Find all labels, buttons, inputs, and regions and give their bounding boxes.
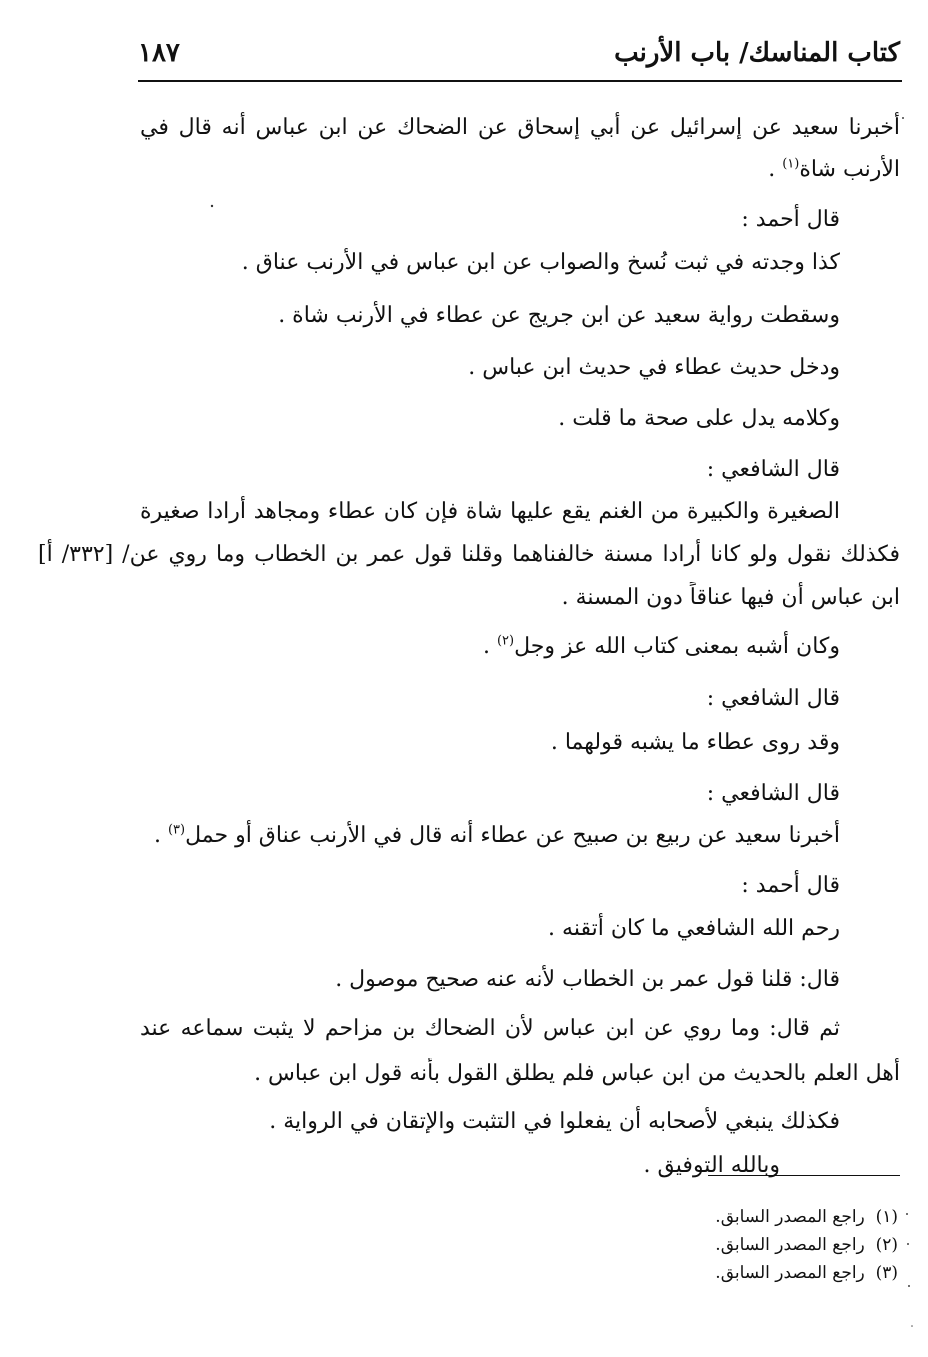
- footnote-text: راجع المصدر السابق.: [715, 1263, 865, 1283]
- text-line: وكلامه يدل على صحة ما قلت .: [558, 406, 840, 431]
- footnote-text: راجع المصدر السابق.: [715, 1235, 865, 1255]
- scan-speck: [908, 1285, 910, 1287]
- text-line: وبالله التوفيق .: [643, 1153, 780, 1178]
- scan-speck: [902, 117, 904, 119]
- scan-speck: [907, 1243, 909, 1245]
- section-heading: قال الشافعي :: [706, 457, 840, 482]
- text-segment: .: [153, 823, 168, 848]
- text-segment: .: [482, 634, 497, 659]
- section-heading: قال أحمد :: [741, 873, 840, 898]
- text-line: كذا وجدته في ثبت نُسخ والصواب عن ابن عباس في الأرنب عناق .: [241, 250, 840, 275]
- footnote-marker: (٣): [167, 822, 186, 838]
- section-heading: قال الشافعي :: [706, 686, 840, 711]
- scan-speck: [906, 1213, 908, 1215]
- footnote-marker: (٢): [496, 633, 515, 649]
- text-line: رحم الله الشافعي ما كان أتقنه .: [548, 916, 840, 941]
- text-line: ابن عباس أن فيها عناقاً دون المسنة .: [561, 585, 900, 610]
- text-line: فكذلك نقول ولو كانا أرادا مسنة خالفناهما وقلنا قول عمر بن الخطاب وما روي عن/ [٣٣٢/ أ]: [38, 542, 900, 567]
- text-line: قال: قلنا قول عمر بن الخطاب لأنه عنه صحيح موصول .: [335, 967, 840, 992]
- text-line: وقد روى عطاء ما يشبه قولهما .: [550, 730, 840, 755]
- footnote-number: (٢): [875, 1235, 898, 1255]
- footnote-number: (٣): [875, 1263, 898, 1283]
- text-segment: أخبرنا سعيد عن ربيع بن صبيح عن عطاء أنه قال في الأرنب عناق أو حمل: [185, 823, 840, 848]
- text-segment: وكان أشبه بمعنى كتاب الله عز وجل: [514, 634, 840, 659]
- section-heading: قال الشافعي :: [706, 781, 840, 806]
- text-segment: .: [768, 157, 783, 182]
- text-line: وسقطت رواية سعيد عن ابن جريج عن عطاء في الأرنب شاة .: [278, 303, 840, 328]
- text-line: أهل العلم بالحديث من ابن عباس فلم يطلق القول بأنه قول ابن عباس .: [254, 1061, 900, 1086]
- footnote-marker: (١): [782, 156, 800, 172]
- text-segment: الأرنب شاة: [799, 157, 900, 182]
- footnote-number: (١): [875, 1207, 898, 1227]
- scan-speck: [911, 1325, 913, 1327]
- text-line: الصغيرة والكبيرة من الغنم يقع عليها شاة فإن كان عطاء ومجاهد أرادا صغيرة: [140, 499, 840, 524]
- scan-speck: [211, 205, 213, 207]
- chapter-title: كتاب المناسك/ باب الأرنب: [614, 38, 900, 68]
- section-heading: قال أحمد :: [741, 207, 840, 232]
- text-line: ثم قال: وما روي عن ابن عباس لأن الضحاك بن مزاحم لا يثبت سماعه عند: [140, 1016, 840, 1041]
- footnote-text: راجع المصدر السابق.: [715, 1207, 865, 1227]
- text-line: فكذلك ينبغي لأصحابه أن يفعلوا في التثبت والإتقان في الرواية .: [269, 1109, 840, 1134]
- text-line: أخبرنا سعيد عن إسرائيل عن أبي إسحاق عن الضحاك عن ابن عباس أنه قال في: [140, 115, 900, 140]
- page-number: ١٨٧: [138, 38, 180, 68]
- text-line: ودخل حديث عطاء في حديث ابن عباس .: [468, 355, 840, 380]
